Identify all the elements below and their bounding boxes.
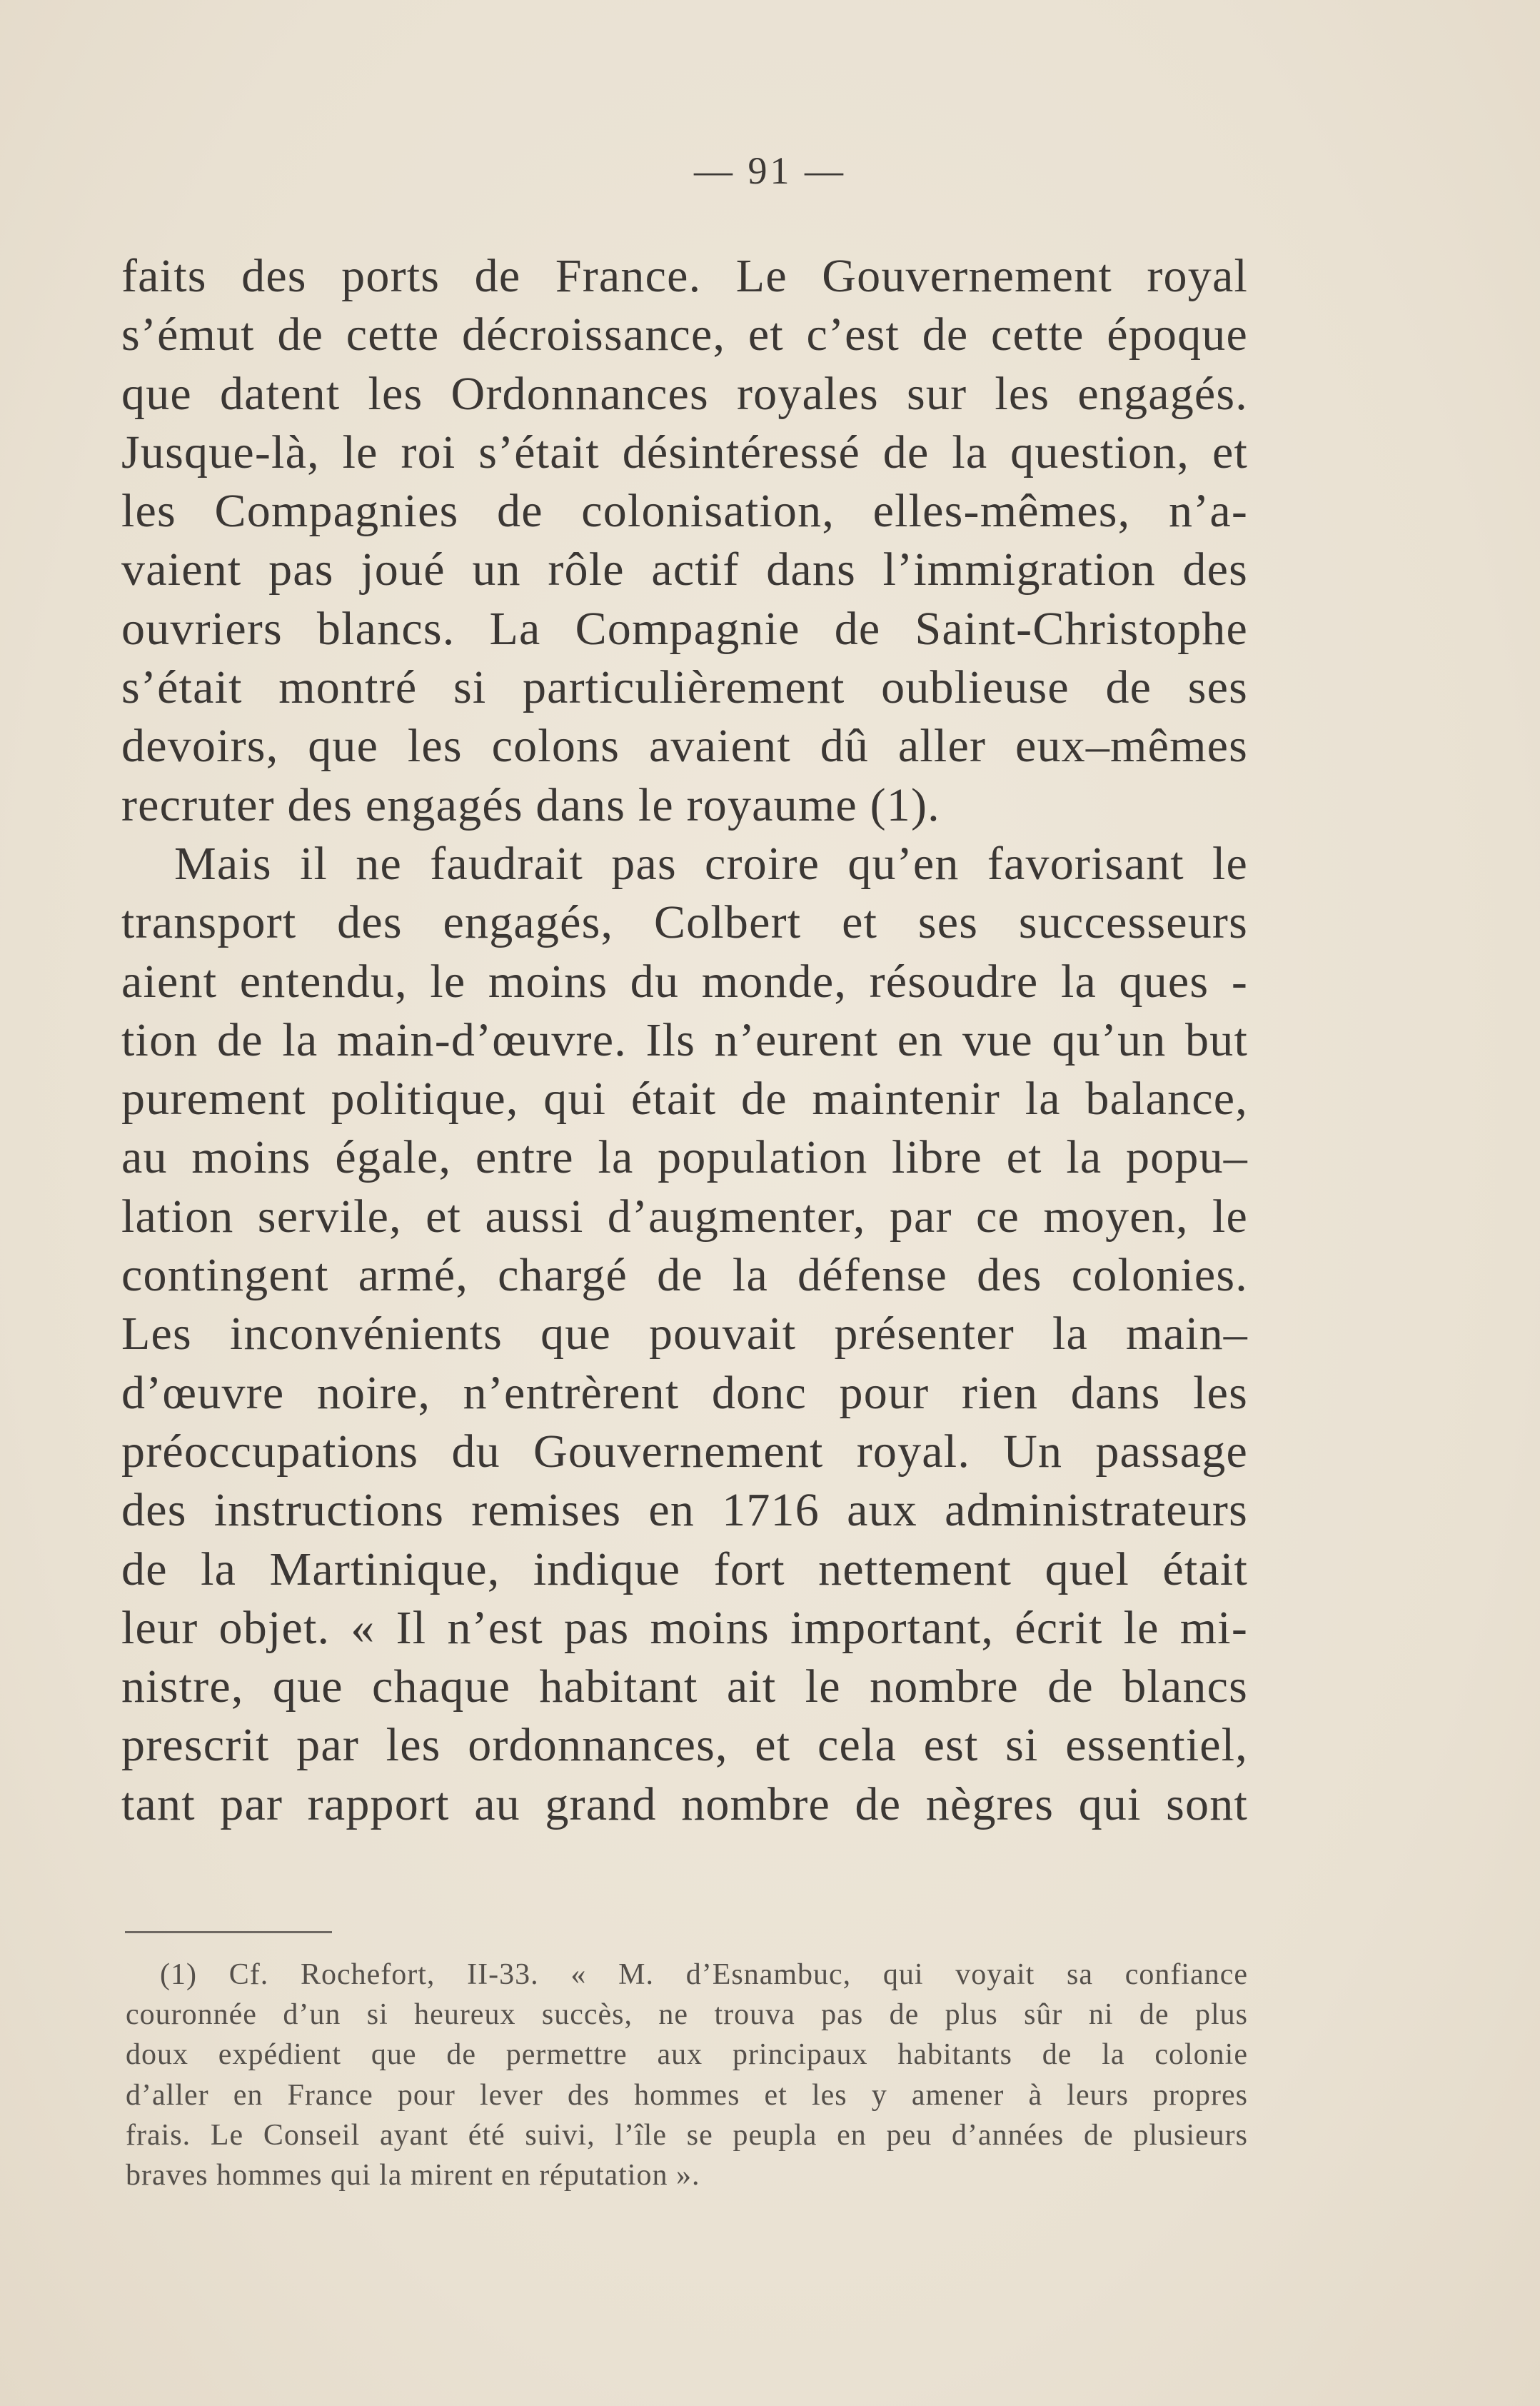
body-text [121,247,1248,1834]
text-line: des instructions remises en 1716 aux administrateurs [121,1484,1248,1537]
text-line: transport des engagés, Colbert et ses successeurs [121,896,1248,949]
text-line: tant par rapport au grand nombre de nègres qui sont [121,1778,1248,1830]
footnote-divider [125,1931,332,1933]
text-line: aient entendu, le moins du monde, résoudre la ques - [121,955,1248,1008]
text-line: faits des ports de France. Le Gouvernement royal [121,250,1248,302]
text-line: préoccupations du Gouvernement royal. Un passage [121,1425,1248,1478]
text-line: leur objet. « Il n’est pas moins important, écrit le mi- [121,1601,1248,1654]
text-line: Jusque-là, le roi s’était désintéressé de la question, et [121,426,1248,478]
footnote-line: (1) Cf. Rochefort, II-33. « M. d’Esnambuc, qui voyait sa confiance [160,1958,1248,1991]
text-line: s’émut de cette décroissance, et c’est de cette époque [121,309,1248,361]
text-line: devoirs, que les colons avaient dû aller eux–mêmes [121,720,1248,773]
text-line: de la Martinique, indique fort nettement quel était [121,1543,1248,1595]
text-line: purement politique, qui était de maintenir la balance, [121,1073,1248,1126]
text-line: s’était montré si particulièrement oublieuse de ses [121,661,1248,714]
text-line: recruter des engagés dans le royaume (1). [121,778,940,831]
footnote [126,1955,1248,2195]
text-line: prescrit par les ordonnances, et cela est si essentiel, [121,1719,1248,1772]
footnote-line: braves hommes qui la mirent en réputation ». [126,2159,700,2192]
text-line: Les inconvénients que pouvait présenter la main– [121,1308,1248,1360]
text-line: vaient pas joué un rôle actif dans l’immigration des [121,543,1248,596]
footnote-line: couronnée d’un si heureux succès, ne trouva pas de plus sûr ni de plus [126,1998,1248,2032]
text-line: au moins égale, entre la population libre et la popu– [121,1131,1248,1184]
text-line: lation servile, et aussi d’augmenter, par ce moyen, le [121,1190,1248,1243]
footnote-line: frais. Le Conseil ayant été suivi, l’île se peupla en peu d’années de plusieurs [126,2118,1248,2152]
footnote-line: doux expédient que de permettre aux principaux habitants de la colonie [126,2038,1248,2072]
footnote-line: d’aller en France pour lever des hommes et les y amener à leurs propres [126,2078,1248,2112]
text-line: ouvriers blancs. La Compagnie de Saint-Christophe [121,602,1248,655]
text-line: les Compagnies de colonisation, elles-mêmes, n’a- [121,485,1248,538]
text-line: d’œuvre noire, n’entrèrent donc pour rien dans les [121,1366,1248,1419]
text-line: tion de la main-d’œuvre. Ils n’eurent en vue qu’un but [121,1013,1248,1066]
text-line: nistre, que chaque habitant ait le nombre de blancs [121,1660,1248,1713]
text-line: contingent armé, chargé de la défense des colonies. [121,1249,1248,1302]
page-number: — 91 — [694,149,846,192]
text-line-paragraph-start: Mais il ne faudrait pas croire qu’en favorisant le [174,837,1248,890]
text-line: que datent les Ordonnances royales sur les engagés. [121,367,1248,420]
